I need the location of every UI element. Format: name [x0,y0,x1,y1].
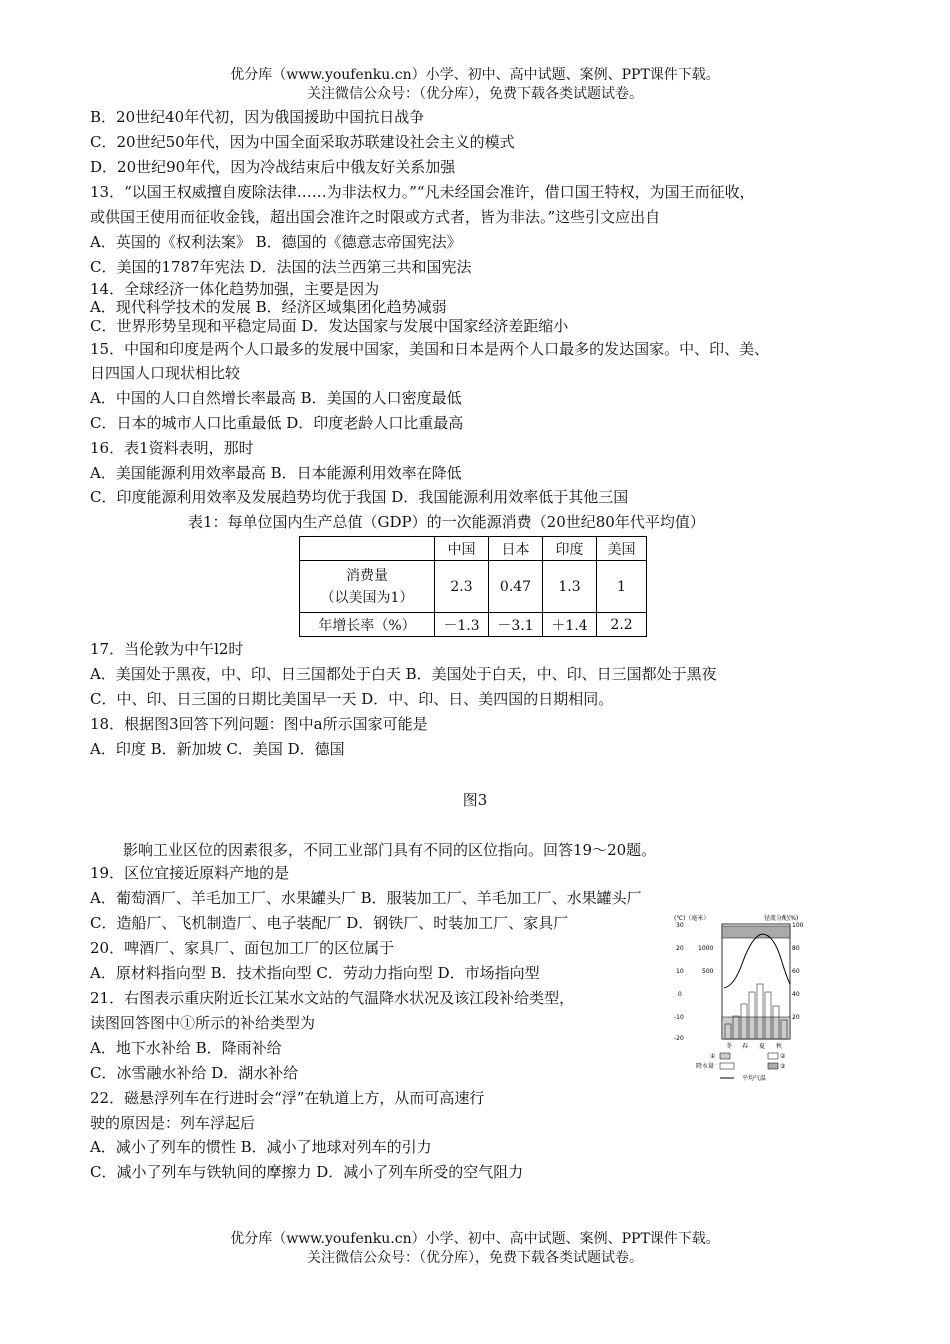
text-line: 日四国人口现状相比较 [90,364,241,382]
header-line-2: 关注微信公众号：（优分库），免费下载各类试题试卷。 [307,86,643,102]
text-line: 13．“以国王权威擅自废除法律……为非法权力。”“凡未经国会准许，借口国王特权，为国王而征收， [90,183,755,201]
text-line: 18．根据图3回答下列问题：图中a所示国家可能是 [90,715,428,733]
runoff-segment-1 [722,1017,790,1039]
text-line: 17．当伦敦为中午l2时 [90,640,244,658]
footer-line-1: 优分库（www.youfenku.cn）小学、初中、高中试题、案例、PPT课件下载。 [230,1231,720,1247]
temp-tick: 0 [678,991,682,998]
legend-mark: ① [710,1053,716,1060]
text-line: C．美国的1787年宪法 D．法国的法兰西第三共和国宪法 [90,258,472,276]
legend-swatch-1 [720,1053,730,1059]
table-cell: 2.2 [597,613,647,637]
season-label: 秋 [776,1043,783,1050]
text-line: D．20世纪90年代，因为冷战结束后中俄友好关系加强 [90,158,456,176]
temp-tick: 30 [676,922,684,929]
text-line: A．减小了列车的惯性 B．减小了地球对列车的引力 [90,1138,432,1156]
legend-precip-swatch [720,1063,734,1069]
table-row-label: 年增长率（%） [300,613,435,637]
energy-table [299,536,647,637]
legend-mark: ③ [780,1063,786,1070]
runoff-segment-3 [722,926,790,938]
precip-tick: 500 [702,968,714,975]
text-line: A．美国能源利用效率最高 B．日本能源利用效率在降低 [90,464,462,482]
table-cell: 2.3 [435,561,489,613]
temp-tick: -10 [674,1014,684,1021]
left-axis-label: (℃)（毫米） [674,915,710,922]
row-label-line: 消费量 [346,567,388,584]
figure-caption: 图3 [462,791,488,809]
runoff-tick: 20 [792,1014,800,1021]
table-header-cell: 日本 [489,537,543,561]
runoff-tick: 60 [792,968,800,975]
text-line: 19．区位宜接近原料产地的是 [90,864,290,882]
runoff-tick: 100 [792,922,804,929]
text-line: A．现代科学技术的发展 B．经济区域集团化趋势减弱 [90,298,447,316]
table-cell: ＋1.4 [543,613,597,637]
season-label: 春 [742,1043,749,1050]
legend-temp-label: 平均气温 [742,1075,767,1082]
text-line: A．原材料指向型 B．技术指向型 C．劳动力指向型 D．市场指向型 [90,964,540,982]
header-line-1: 优分库（www.youfenku.cn）小学、初中、高中试题、案例、PPT课件下载。 [230,67,720,83]
table-header-cell: 印度 [543,537,597,561]
table-cell: 0.47 [489,561,543,613]
table-header-cell: 中国 [435,537,489,561]
climate-runoff-chart [672,912,812,1088]
table-caption: 表1：每单位国内生产总值（GDP）的一次能源消费（20世纪80年代平均值） [188,513,705,531]
temp-tick: -20 [674,1035,684,1042]
temp-tick: 20 [676,945,684,952]
legend-swatch-2 [768,1053,778,1059]
text-line: 影响工业区位的因素很多，不同工业部门具有不同的区位指向。回答19～20题。 [123,841,657,859]
table-row-label [300,561,435,613]
text-line: 驶的原因是：列车浮起后 [90,1114,256,1132]
text-line: C．造船厂、飞机制造厂、电子装配厂 D．钢铁厂、时装加工厂、家具厂 [90,914,569,932]
table-cell: －3.1 [489,613,543,637]
text-line: 读图回答图中①所示的补给类型为 [90,1014,316,1032]
text-line: C．印度能源利用效率及发展趋势均优于我国 D．我国能源利用效率低于其他三国 [90,488,629,506]
text-line: 21．右图表示重庆附近长江某水文站的气温降水状况及该江段补给类型， [90,989,575,1007]
text-line: A．葡萄酒厂、羊毛加工厂、水果罐头厂 B．服装加工厂、羊毛加工厂、水果罐头厂 [90,889,642,907]
legend-swatch-3 [768,1063,778,1069]
table-header-cell: 美国 [597,537,647,561]
right-axis-label: 径流分配(%) [764,915,799,922]
temperature-curve [724,934,790,988]
season-label: 夏 [759,1043,766,1050]
text-line: 16．表1资料表明，那时 [90,439,254,457]
row-label-line: （以美国为1） [320,589,414,606]
legend-mark: ② [780,1053,786,1060]
text-line: C．日本的城市人口比重最低 D．印度老龄人口比重最高 [90,414,464,432]
text-line: 或供国王使用而征收金钱，超出国会准许之时限或方式者，皆为非法。”这些引文应出自 [90,208,661,226]
season-label: 冬 [726,1043,733,1050]
legend-precip-label: 降水量 [696,1063,715,1070]
text-line: A．地下水补给 B．降雨补给 [90,1039,282,1057]
text-line: A．美国处于黑夜，中、印、日三国都处于白天 B．美国处于白天，中、印、日三国都处于黑夜 [90,665,717,683]
text-line: C．中、印、日三国的日期比美国早一天 D．中、印、日、美四国的日期相同。 [90,690,614,708]
text-line: 15．中国和印度是两个人口最多的发展中国家，美国和日本是两个人口最多的发达国家。中、印、美、 [90,340,770,358]
precip-tick: 1000 [698,945,714,952]
text-line: 22．磁悬浮列车在行进时会“浮”在轨道上方，从而可高速行 [90,1089,485,1107]
text-line: A．中国的人口自然增长率最高 B．美国的人口密度最低 [90,389,462,407]
text-line: C．20世纪50年代，因为中国全面采取苏联建设社会主义的模式 [90,133,515,151]
text-line: 20．啤酒厂、家具厂、面包加工厂的区位属于 [90,939,395,957]
text-line: C．冰雪融水补给 D．湖水补给 [90,1064,299,1082]
text-line: A．印度 B．新加坡 C．美国 D．德国 [90,740,345,758]
footer-line-2: 关注微信公众号：（优分库），免费下载各类试题试卷。 [307,1250,643,1266]
text-line: A．英国的《权利法案》 B．德国的《德意志帝国宪法》 [90,233,462,251]
runoff-tick: 40 [792,991,800,998]
table-cell: －1.3 [435,613,489,637]
text-line: C．世界形势呈现和平稳定局面 D．发达国家与发展中国家经济差距缩小 [90,317,569,335]
table-cell: 1.3 [543,561,597,613]
text-line: 14．全球经济一体化趋势加强，主要是因为 [90,280,380,298]
table-header-cell [300,537,435,561]
temp-tick: 10 [676,968,684,975]
runoff-tick: 80 [792,945,800,952]
text-line: C．减小了列车与铁轨间的摩擦力 D．减小了列车所受的空气阻力 [90,1163,524,1181]
table-cell: 1 [597,561,647,613]
text-line: B．20世纪40年代初，因为俄国援助中国抗日战争 [90,108,425,126]
